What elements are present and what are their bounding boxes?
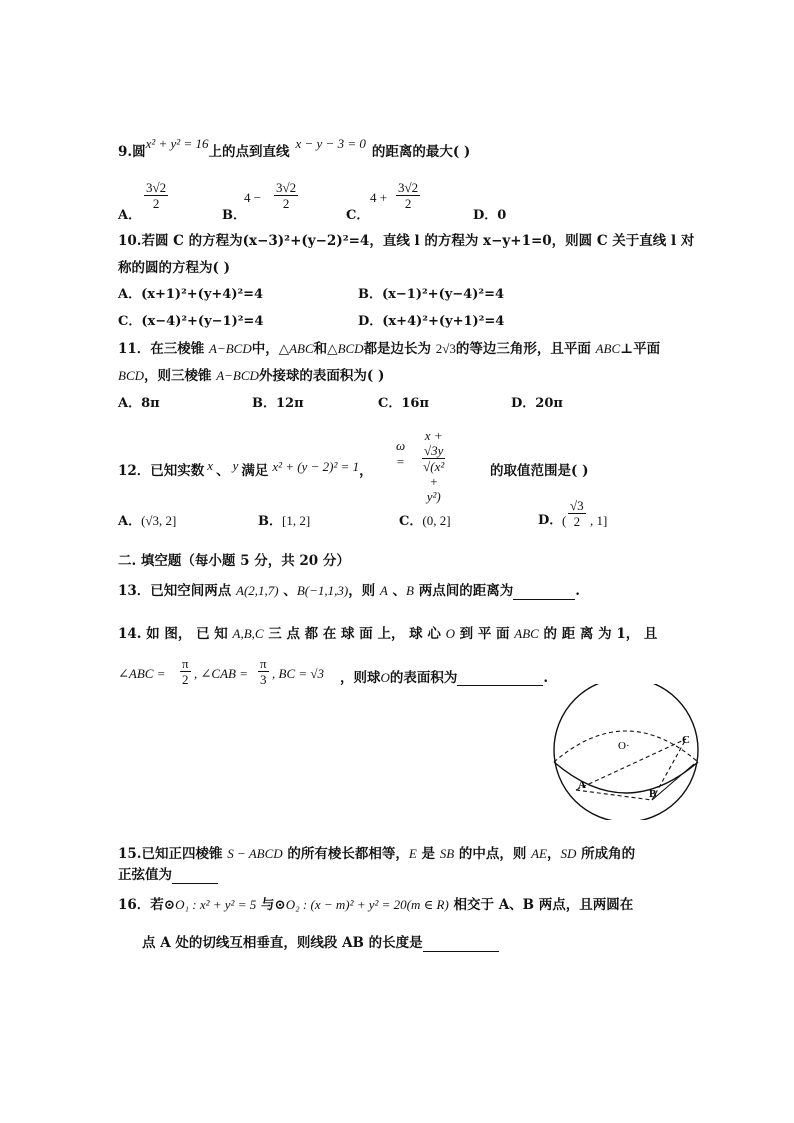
label-b: B <box>649 788 657 800</box>
q13-b: 、 <box>278 583 297 599</box>
q15-k: 所成角的 <box>576 846 636 862</box>
q16-line2 <box>142 934 499 952</box>
q9-b-num: 3√2 <box>276 180 297 195</box>
q11-1a: 11．在三棱锥 <box>118 341 209 357</box>
q12-c: 满足 <box>241 463 269 479</box>
q15-j: SD <box>560 846 577 861</box>
q11-d-text: 20π <box>535 396 563 411</box>
q11-d-label: D． <box>511 396 536 411</box>
section-heading: 二. 填空题（每小题 5 分，共 20 分） <box>118 553 350 569</box>
q9-option-d[interactable] <box>473 207 506 225</box>
q10-option-d[interactable] <box>358 313 504 331</box>
q12-d-frac <box>568 498 586 529</box>
q12-a-label: A． <box>118 514 142 529</box>
q14-l2e: O <box>380 670 390 685</box>
q12-a: 12．已知实数 <box>118 463 205 479</box>
q12-num: x + √3y <box>424 428 444 458</box>
segment-b-right <box>652 764 694 800</box>
q14-frac1 <box>180 656 191 687</box>
q16-b: O₁ : x² + y² = 5 <box>175 897 257 912</box>
q9-a-frac <box>144 180 168 211</box>
q15-f: SB <box>439 846 455 861</box>
q9-b-label: B． <box>222 208 246 223</box>
q12-b: 、 <box>216 463 230 479</box>
label-a: A <box>578 779 586 791</box>
q13-A2: A <box>379 583 388 598</box>
q15-i: ， <box>546 846 561 862</box>
q9-d-text: 0 <box>497 208 507 223</box>
q10-option-a[interactable] <box>118 286 263 304</box>
q14-frac2 <box>258 656 269 687</box>
q9-b-frac <box>274 180 298 211</box>
q13-a: 13．已知空间两点 <box>118 583 236 599</box>
q12-omega-label: ω = <box>396 438 406 469</box>
q9-prefix: 9.圆 <box>118 144 146 160</box>
q12-b-label: B． <box>258 514 282 529</box>
q11-option-a[interactable] <box>118 395 160 413</box>
q11-option-b[interactable] <box>252 395 304 413</box>
q12-den: √(x² + y²) <box>423 459 445 504</box>
q12-eq: x² + (y − 2)² = 1 <box>272 459 360 474</box>
q14-1a: 14. 如 图， 已 知 <box>118 626 233 642</box>
q13-answer-blank[interactable] <box>513 585 575 600</box>
q13-c: ，则 <box>348 583 380 599</box>
q12-d-den: 2 <box>573 514 581 529</box>
q16-answer-blank[interactable] <box>423 937 499 952</box>
q13-e: 两点间的距离为 <box>414 583 514 599</box>
q14-d2: 3 <box>260 672 267 687</box>
q14-1d: O <box>445 626 455 641</box>
q14-answer-blank[interactable] <box>457 671 543 686</box>
q14-angle-abc: ∠ABC = <box>118 666 166 681</box>
q9-a-label: A． <box>118 208 142 223</box>
q12-y: y <box>232 458 239 473</box>
q10-b-label: B． <box>358 287 382 302</box>
q11-2a: BCD <box>118 368 144 383</box>
q9-mid: 上的点到直线 <box>208 144 290 160</box>
q14-bc: , BC = √3 <box>272 666 325 681</box>
q11-1f: BCD <box>337 341 364 356</box>
q13-f: . <box>575 583 580 599</box>
q11-1h: 2√3 <box>435 341 456 356</box>
q12-d-label: D． <box>538 513 563 528</box>
q16-e: 相交于 A、B 两点，且两圆在 <box>448 897 634 913</box>
label-o: O· <box>618 740 630 752</box>
q12-omega-frac <box>422 428 445 504</box>
q15-b: S − ABCD <box>227 846 283 861</box>
q13-B2: B <box>406 583 414 598</box>
q9-circle-eq: x² + y² = 16 <box>145 136 209 151</box>
q12-d-post: , 1] <box>590 513 608 528</box>
q14-1e: 到 平 面 <box>454 626 515 642</box>
q14-tail <box>340 666 548 686</box>
q10-option-b[interactable] <box>358 286 504 304</box>
q15-line1 <box>118 845 635 863</box>
q11-line2 <box>118 367 384 385</box>
q12-e: 的取值范围是( ) <box>490 463 589 479</box>
q10-d-label: D． <box>358 314 383 329</box>
q15-line2-text: 正弦值为 <box>118 867 172 883</box>
q15-g: 的中点，则 <box>454 846 532 862</box>
q10-option-c[interactable] <box>118 313 263 331</box>
q14-l2g: . <box>543 670 549 686</box>
q9-a-num: 3√2 <box>146 180 167 195</box>
q14-d1: 2 <box>182 672 189 687</box>
q10-line1: 10.若圆 C 的方程为(x−3)²+(y−2)²=4，直线 l 的方程为 x−y+1=0，则圆 C 关于直线 l 对 <box>118 233 695 249</box>
q15-answer-blank[interactable] <box>172 869 218 884</box>
q11-option-c[interactable] <box>378 395 429 413</box>
q12-option-a[interactable] <box>118 512 176 531</box>
q9-d-label: D． <box>473 208 498 223</box>
q15-e: 是 <box>416 846 440 862</box>
q12-stem <box>118 458 373 480</box>
q11-a-label: A． <box>118 396 142 411</box>
q9-stem <box>118 136 471 161</box>
q15-h: AE <box>531 846 547 861</box>
q16-d: O₂ : (x − m)² + y² = 20(m ∈ R) <box>285 897 449 912</box>
q13-pointA: A(2,1,7) <box>236 583 279 598</box>
q11-1e: 和△ <box>313 341 338 357</box>
q9-c-label: C． <box>346 208 370 223</box>
q16-line2-text: 点 A 处的切线互相垂直，则线段 AB 的长度是 <box>142 935 423 951</box>
q12-d-num: √3 <box>570 498 584 513</box>
q10-c-text: (x−4)²+(y−1)²=4 <box>141 314 264 329</box>
sphere-outline <box>554 684 698 820</box>
q9-suffix: 的距离的最大( ) <box>371 144 471 160</box>
q14-line1 <box>118 625 657 643</box>
q11-a-text: 8π <box>141 396 160 411</box>
q11-1b: A−BCD <box>209 341 252 356</box>
q10-c-label: C． <box>118 314 142 329</box>
q10-d-text: (x+4)²+(y+1)²=4 <box>382 314 505 329</box>
q16-line1 <box>118 896 633 914</box>
q15-d: E <box>408 846 417 861</box>
q14-1c: 三 点 都 在 球 面 上， 球 心 <box>263 626 446 642</box>
q11-c-label: C． <box>378 396 402 411</box>
q12-option-c[interactable] <box>399 512 451 531</box>
q11-2c: A−BCD <box>216 368 259 383</box>
q12-x: x <box>207 458 214 473</box>
q12-a-text: (√3, 2] <box>141 513 177 528</box>
q9-c-den: 2 <box>404 196 412 211</box>
q13 <box>118 582 580 600</box>
q9-c-frac <box>396 180 420 211</box>
q11-1j: ABC <box>595 341 621 356</box>
q14-1g: 的 距 离 为 1， 且 <box>538 626 658 642</box>
q12-c-text: (0, 2] <box>422 513 451 528</box>
label-c: C <box>682 734 690 746</box>
q11-2d: 外接球的表面积为( ) <box>258 368 385 384</box>
q11-1d: ABC <box>289 341 314 356</box>
q14-1f: ABC <box>514 626 539 641</box>
q10-a-label: A． <box>118 287 142 302</box>
q11-c-text: 16π <box>401 396 429 411</box>
q14-n2: π <box>260 656 267 671</box>
q9-b-den: 2 <box>282 196 290 211</box>
q12-d: ， <box>359 463 373 479</box>
q11-line1 <box>118 340 660 358</box>
q11-b-text: 12π <box>276 396 304 411</box>
q14-1b: A,B,C <box>232 626 264 641</box>
segment-bc <box>652 739 686 800</box>
q11-1k: ⊥平面 <box>620 341 661 357</box>
q14-n1: π <box>182 656 189 671</box>
q12-c-label: C． <box>399 514 423 529</box>
q11-1i: 的等边三角形，且平面 <box>455 341 596 357</box>
q9-b-pre: 4 − <box>244 190 262 205</box>
q10-a-text: (x+1)²+(y+4)²=4 <box>141 287 264 302</box>
q15-a: 15.已知正四棱锥 <box>118 846 228 862</box>
q14-l2d: ，则球 <box>340 670 381 686</box>
q11-b-label: B． <box>252 396 276 411</box>
q9-c-num: 3√2 <box>398 180 419 195</box>
q11-1g: 都是边长为 <box>363 341 436 357</box>
q12-option-b[interactable] <box>258 512 310 531</box>
q11-2b: ，则三棱锥 <box>144 368 217 384</box>
q13-pointB: B(−1,1,3) <box>296 583 349 598</box>
q16-c: 与⊙ <box>256 897 286 913</box>
sphere-equator-front <box>554 762 698 793</box>
q15-c: 的所有棱长都相等， <box>282 846 409 862</box>
q12-d-pre: ( <box>562 513 567 528</box>
q13-d: 、 <box>387 583 407 599</box>
q12-b-text: [1, 2] <box>282 513 311 528</box>
q9-line-eq: x − y − 3 = 0 <box>295 136 366 151</box>
q14-line2 <box>118 656 578 692</box>
q15-line2 <box>118 866 218 884</box>
q9-a-den: 2 <box>152 196 160 211</box>
q11-option-d[interactable] <box>511 395 563 413</box>
q10-line2: 称的圆的方程为( ) <box>118 260 230 276</box>
q14-l2f: 的表面积为 <box>389 670 458 686</box>
q11-1c: 中，△ <box>251 341 290 357</box>
sphere-figure <box>548 684 704 820</box>
q14-angle-cab: , ∠CAB = <box>194 666 248 681</box>
q9-c-pre: 4 + <box>370 190 388 205</box>
q16-a: 16．若⊙ <box>118 897 176 913</box>
q10-b-text: (x−1)²+(y−4)²=4 <box>382 287 505 302</box>
